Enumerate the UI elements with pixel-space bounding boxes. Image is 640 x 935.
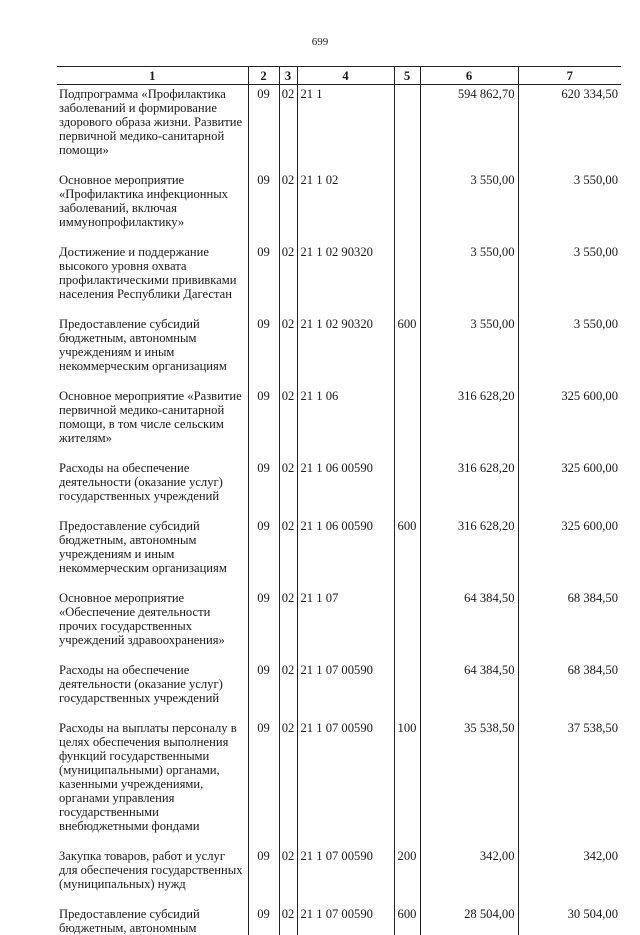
target-article-code: 21 1 02: [297, 171, 394, 243]
subsection-code: 02: [279, 719, 297, 847]
item-name: Основное мероприятие «Развитие первичной медико-санитарной помощи, в том числе сельским жителям»: [57, 387, 248, 459]
section-code: 09: [248, 315, 279, 387]
item-name: Предоставление субсидий бюджетным, автономным: [57, 905, 248, 935]
table-header-row: [57, 67, 621, 85]
section-code: 09: [248, 847, 279, 905]
expense-type-code: [394, 661, 420, 719]
section-code: 09: [248, 243, 279, 315]
table-row: [57, 85, 621, 172]
subsection-code: 02: [279, 459, 297, 517]
section-code: 09: [248, 171, 279, 243]
expense-type-code: 100: [394, 719, 420, 847]
table-row: [57, 661, 621, 719]
item-name: Расходы на выплаты персоналу в целях обеспечения выполнения функций государственными (муниципальными) органами, казенными учреждениями, органами управления государственными внебюджетными фондами: [57, 719, 248, 847]
amount-col7: 3 550,00: [518, 171, 621, 243]
item-name: Закупка товаров, работ и услуг для обеспечения государственных (муниципальных) нужд: [57, 847, 248, 905]
table-row: [57, 243, 621, 315]
expense-type-code: [394, 85, 420, 172]
amount-col6: 594 862,70: [420, 85, 518, 172]
target-article-code: 21 1 02 90320: [297, 243, 394, 315]
amount-col7: 3 550,00: [518, 243, 621, 315]
expense-type-code: 600: [394, 315, 420, 387]
section-code: 09: [248, 589, 279, 661]
header-cell: 5: [394, 67, 420, 85]
header-cell: 4: [297, 67, 394, 85]
item-name: Расходы на обеспечение деятельности (оказание услуг) государственных учреждений: [57, 459, 248, 517]
target-article-code: 21 1 06 00590: [297, 459, 394, 517]
table-row: [57, 517, 621, 589]
target-article-code: 21 1 07: [297, 589, 394, 661]
target-article-code: 21 1 02 90320: [297, 315, 394, 387]
target-article-code: 21 1: [297, 85, 394, 172]
expense-type-code: [394, 171, 420, 243]
page-number: 699: [0, 36, 640, 48]
section-code: 09: [248, 905, 279, 935]
item-name: Основное мероприятие «Обеспечение деятельности прочих государственных учреждений здравоохранения»: [57, 589, 248, 661]
header-cell: 3: [279, 67, 297, 85]
subsection-code: 02: [279, 905, 297, 935]
section-code: 09: [248, 85, 279, 172]
expense-type-code: 200: [394, 847, 420, 905]
amount-col7: 37 538,50: [518, 719, 621, 847]
amount-col7: 342,00: [518, 847, 621, 905]
target-article-code: 21 1 06: [297, 387, 394, 459]
table-row: [57, 171, 621, 243]
expense-type-code: [394, 589, 420, 661]
budget-table: [57, 66, 621, 935]
amount-col7: 68 384,50: [518, 589, 621, 661]
table-row: [57, 315, 621, 387]
amount-col7: 325 600,00: [518, 459, 621, 517]
table-row: [57, 847, 621, 905]
amount-col6: 3 550,00: [420, 171, 518, 243]
amount-col6: 35 538,50: [420, 719, 518, 847]
target-article-code: 21 1 06 00590: [297, 517, 394, 589]
header-cell: 6: [420, 67, 518, 85]
amount-col6: 28 504,00: [420, 905, 518, 935]
target-article-code: 21 1 07 00590: [297, 905, 394, 935]
table-row: [57, 719, 621, 847]
subsection-code: 02: [279, 517, 297, 589]
section-code: 09: [248, 387, 279, 459]
amount-col7: 325 600,00: [518, 517, 621, 589]
target-article-code: 21 1 07 00590: [297, 847, 394, 905]
subsection-code: 02: [279, 589, 297, 661]
header-cell: 2: [248, 67, 279, 85]
expense-type-code: 600: [394, 905, 420, 935]
section-code: 09: [248, 459, 279, 517]
amount-col7: 620 334,50: [518, 85, 621, 172]
header-cell: 1: [57, 67, 248, 85]
amount-col7: 30 504,00: [518, 905, 621, 935]
expense-type-code: 600: [394, 517, 420, 589]
table-row: [57, 589, 621, 661]
item-name: Подпрограмма «Профилактика заболеваний и формирование здорового образа жизни. Развитие первичной медико-санитарной помощи»: [57, 85, 248, 172]
amount-col6: 316 628,20: [420, 517, 518, 589]
header-cell: 7: [518, 67, 621, 85]
amount-col6: 64 384,50: [420, 661, 518, 719]
item-name: Предоставление субсидий бюджетным, автономным учреждениям и иным некоммерческим организациям: [57, 517, 248, 589]
section-code: 09: [248, 661, 279, 719]
target-article-code: 21 1 07 00590: [297, 661, 394, 719]
item-name: Основное мероприятие «Профилактика инфекционных заболеваний, включая иммунопрофилактику»: [57, 171, 248, 243]
subsection-code: 02: [279, 85, 297, 172]
amount-col6: 3 550,00: [420, 243, 518, 315]
subsection-code: 02: [279, 315, 297, 387]
expense-type-code: [394, 243, 420, 315]
table-body: [57, 85, 621, 935]
subsection-code: 02: [279, 171, 297, 243]
amount-col7: 325 600,00: [518, 387, 621, 459]
target-article-code: 21 1 07 00590: [297, 719, 394, 847]
subsection-code: 02: [279, 661, 297, 719]
table-row: [57, 459, 621, 517]
subsection-code: 02: [279, 387, 297, 459]
amount-col6: 64 384,50: [420, 589, 518, 661]
item-name: Предоставление субсидий бюджетным, автономным учреждениям и иным некоммерческим организациям: [57, 315, 248, 387]
subsection-code: 02: [279, 243, 297, 315]
amount-col6: 3 550,00: [420, 315, 518, 387]
subsection-code: 02: [279, 847, 297, 905]
amount-col6: 342,00: [420, 847, 518, 905]
item-name: Достижение и поддержание высокого уровня охвата профилактическими прививками населения Республики Дагестан: [57, 243, 248, 315]
item-name: Расходы на обеспечение деятельности (оказание услуг) государственных учреждений: [57, 661, 248, 719]
expense-type-code: [394, 387, 420, 459]
amount-col6: 316 628,20: [420, 459, 518, 517]
table-row: [57, 905, 621, 935]
expense-type-code: [394, 459, 420, 517]
amount-col7: 68 384,50: [518, 661, 621, 719]
section-code: 09: [248, 719, 279, 847]
section-code: 09: [248, 517, 279, 589]
amount-col7: 3 550,00: [518, 315, 621, 387]
amount-col6: 316 628,20: [420, 387, 518, 459]
table-row: [57, 387, 621, 459]
